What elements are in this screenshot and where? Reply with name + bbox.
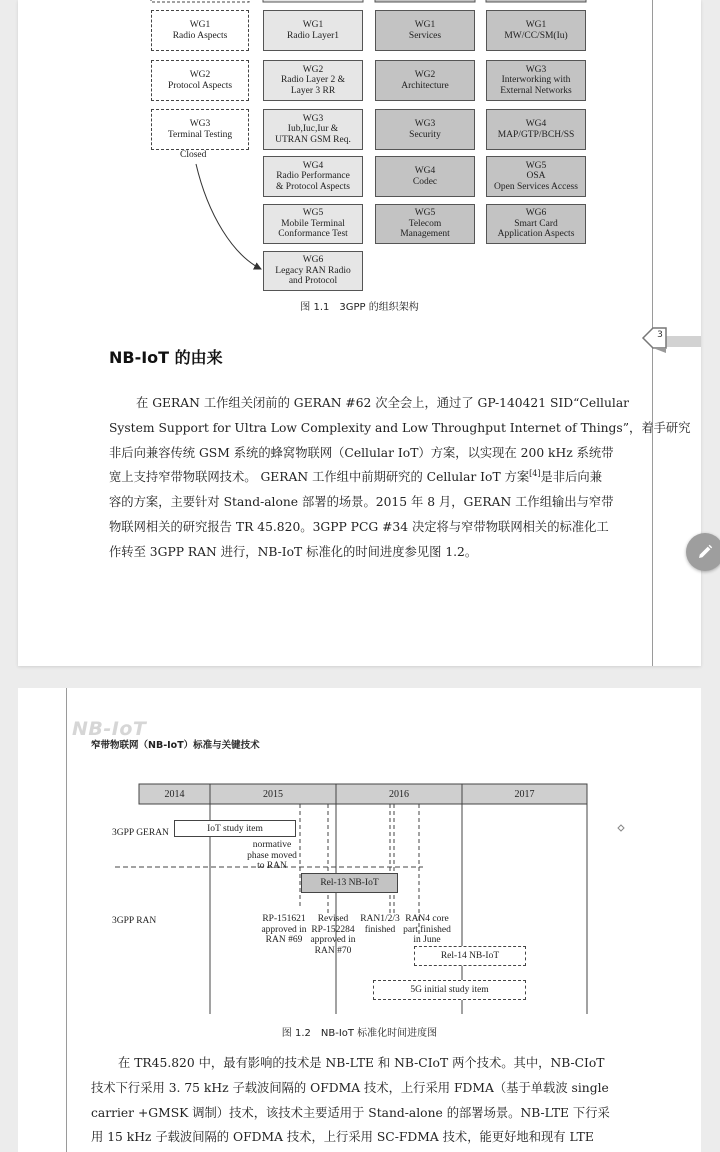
col1-box-2 [263, 60, 363, 101]
col3-box-2-line3: External Networks [500, 85, 572, 96]
col2-box-5 [375, 204, 475, 244]
row-label-ran: 3GPP RAN [112, 916, 157, 926]
col0-box-3-line1: WG3 [189, 119, 211, 129]
para1-line3: 非后向兼容传统 GSM 系统的蜂窝物联网（Cellular IoT）方案，以实现在 200 kHz 系统带 [109, 445, 614, 460]
col3-box-3 [486, 109, 586, 150]
col2-box-2-line2: Architecture [401, 80, 449, 91]
col1-box-4-line2: Radio Performance [276, 171, 350, 182]
ran4-line3: in June [413, 935, 441, 945]
col2-box-2 [375, 60, 475, 101]
col2-box-4-line2: Codec [412, 176, 438, 187]
col0-box-3-line2: Terminal Testing [167, 129, 233, 140]
closed-arrow [196, 164, 261, 269]
col2-box-1-line1: WG1 [414, 20, 436, 30]
rp151621-label [255, 914, 313, 946]
para1-line2: System Support for Ultra Low Complexity and Low Throughput Internet of Things”，着手研究 [109, 420, 691, 435]
figure-caption-1-2: 图 1.2 NB-IoT 标准化时间进度图 [281, 1028, 438, 1039]
col2-box-5-line1: WG5 [414, 208, 436, 219]
col0-box-2-line1: WG2 [189, 70, 211, 80]
citation-ref[interactable]: [4] [529, 469, 541, 479]
document-page-1 [18, 0, 701, 666]
section-heading: NB-IoT 的由来 [109, 348, 223, 367]
pencil-icon [696, 543, 714, 561]
col2-box-1 [375, 10, 475, 51]
col1-box-3-line3: UTRAN GSM Req. [275, 134, 351, 145]
col2-box-5-line2: Telecom [408, 218, 442, 229]
col3-box-5-line2: Smart Card [514, 218, 558, 229]
iot-study-item-bar: IoT study item [174, 820, 296, 837]
timeline-lines [18, 688, 701, 1018]
revised-line3: approved in [310, 935, 356, 945]
col1-box-6 [263, 251, 363, 291]
rp151621-line1: RP-151621 [262, 914, 306, 924]
ran4-line1: RAN4 core [405, 914, 449, 924]
col2-box-3-line2: Security [409, 129, 441, 140]
rp151621-line3: RAN #69 [265, 935, 303, 945]
col1-box-5-line2: Mobile Terminal [281, 218, 345, 229]
col3-box-2 [486, 60, 586, 101]
col1-box-2-line1: WG2 [302, 64, 324, 75]
col0-box-2-line2: Protocol Aspects [167, 80, 233, 91]
col1-box-1-line2: Radio Layer1 [287, 30, 339, 41]
document-page-2 [18, 688, 701, 1152]
ran123-label [356, 914, 404, 935]
col3-box-5 [486, 204, 586, 244]
col1-box-5 [263, 204, 363, 244]
para1-line6: 物联网相关的研究报告 TR 45.820。3GPP PCG #34 决定将与窄带物联网相关的标准化工 [109, 519, 609, 534]
ran123-line2: finished [364, 924, 396, 935]
rp151621-line2: approved in [261, 924, 307, 935]
col1-box-5-line3: Conformance Test [278, 229, 348, 240]
nbiot-watermark-logo: NB-IoT [72, 718, 147, 740]
revised-line1: Revised [317, 914, 349, 924]
revised-line4: RAN #70 [314, 945, 352, 956]
para2-line2: 技术下行采用 3. 75 kHz 子载波间隔的 OFDMA 技术，上行采用 FDMA（基于单载波 single [91, 1080, 609, 1095]
col1-box-4-line1: WG4 [302, 160, 324, 171]
col1-box-2-line2: Radio Layer 2 & [280, 75, 346, 86]
year-2015: 2015 [263, 788, 283, 800]
col0-box-1 [151, 10, 249, 51]
normative-line1: normative [252, 840, 292, 850]
year-2017: 2017 [514, 788, 535, 800]
normative-moved-label [240, 840, 304, 872]
ran4-label [399, 914, 455, 946]
year-2016: 2016 [389, 788, 409, 800]
normative-line3: to RAN [257, 861, 287, 871]
col3-box-1-line2: MW/CC/SM(Iu) [504, 30, 568, 41]
ran4-line2: part finished [403, 924, 451, 935]
col2-box-5-line3: Management [400, 229, 450, 240]
para2-line3: carrier +GMSK 调制）技术，该技术主要适用于 Stand-alone 的部署场景。NB-LTE 下行采 [91, 1105, 610, 1120]
col2-box-1-line2: Services [408, 30, 442, 41]
col1-box-4 [263, 156, 363, 197]
col3-box-2-line1: WG3 [525, 64, 547, 75]
revised-label [308, 914, 358, 956]
rel13-bar: Rel-13 NB-IoT [301, 873, 398, 893]
col2-box-4 [375, 156, 475, 197]
col3-box-4-line3: Open Services Access [494, 181, 578, 192]
body-paragraph-2 [91, 1051, 610, 1150]
col3-box-1-line1: WG1 [525, 20, 547, 30]
col3-box-4-line2: OSA [526, 171, 546, 182]
col0-box-2 [151, 60, 249, 101]
page-number-tab[interactable] [631, 322, 701, 360]
col1-box-3-line1: WG3 [302, 113, 324, 124]
col2-box-4-line1: WG4 [414, 166, 436, 176]
ran123-line1: RAN1/2/3 [360, 914, 400, 924]
row-label-geran: 3GPP GERAN [112, 828, 169, 838]
col1-box-5-line1: WG5 [302, 208, 324, 219]
para1-line5: 容的方案，主要针对 Stand-alone 部署的场景。2015 年 8 月，GERAN 工作组输出与窄带 [109, 495, 614, 510]
closed-label: Closed [180, 150, 207, 160]
col1-box-4-line3: & Protocol Aspects [276, 181, 350, 192]
body-paragraph-1 [109, 391, 691, 565]
col3-box-5-line1: WG6 [525, 208, 547, 219]
col3-box-3-line1: WG4 [525, 119, 547, 129]
normative-line2: phase moved [247, 850, 297, 861]
year-2014: 2014 [164, 788, 185, 800]
para2-line4: 用 15 kHz 子载波间隔的 OFDMA 技术，上行采用 SC-FDMA 技术，能更好地和现有 LTE [91, 1130, 594, 1145]
para1-line1: 在 GERAN 工作组关闭前的 GERAN #62 次全会上，通过了 GP-140421 SID“Cellular [136, 396, 630, 410]
col1-box-2-line3: Layer 3 RR [290, 85, 336, 96]
col3-box-1 [486, 10, 586, 51]
col3-box-2-line2: Interworking with [501, 75, 571, 86]
col1-box-6-line1: WG6 [302, 255, 324, 266]
col2-box-3-line1: WG3 [414, 119, 436, 129]
col0-box-3 [151, 109, 249, 150]
para1-line7: 作转至 3GPP RAN 进行，NB-IoT 标准化的时间进度参见图 1.2。 [109, 544, 478, 559]
revised-line2: RP-152284 [311, 924, 355, 935]
running-head: 窄带物联网（NB-IoT）标准与关键技术 [91, 740, 260, 751]
col3-box-3-line2: MAP/GTP/BCH/SS [497, 129, 575, 140]
para1-line4 [109, 465, 691, 490]
col1-box-3-line2: Iub,Iuc,Iur & [287, 124, 339, 135]
col1-box-1-line1: WG1 [302, 20, 324, 30]
annotate-fab-button[interactable] [686, 533, 720, 571]
col1-box-6-line3: and Protocol [288, 276, 338, 287]
para1-line4-a: 宽上支持窄带物联网技术。 GERAN 工作组中前期研究的 Cellular IoT 方案 [109, 470, 530, 485]
page-number: 3 [657, 330, 663, 340]
col3-box-5-line3: Application Aspects [497, 229, 575, 240]
para2-line1: 在 TR45.820 中，最有影响的技术是 NB-LTE 和 NB-CIoT 两个技术。其中，NB-CIoT [118, 1056, 605, 1070]
col1-box-6-line2: Legacy RAN Radio [275, 265, 351, 276]
col0-box-1-line2: Radio Aspects [172, 30, 228, 41]
col0-box-1-line1: WG1 [189, 20, 211, 30]
col1-box-1 [263, 10, 363, 51]
col2-box-3 [375, 109, 475, 150]
col2-box-2-line1: WG2 [414, 70, 436, 80]
col1-box-3 [263, 109, 363, 150]
col3-box-4 [486, 156, 586, 197]
figure-caption-1-1: 图 1.1 3GPP 的组织架构 [300, 302, 419, 313]
col3-box-4-line1: WG5 [525, 160, 547, 171]
page-tab-shape [631, 322, 701, 356]
rel14-bar: Rel-14 NB-IoT [414, 946, 526, 966]
5g-study-bar: 5G initial study item [373, 980, 526, 1000]
para1-line4-b: 是非后向兼 [540, 470, 602, 485]
